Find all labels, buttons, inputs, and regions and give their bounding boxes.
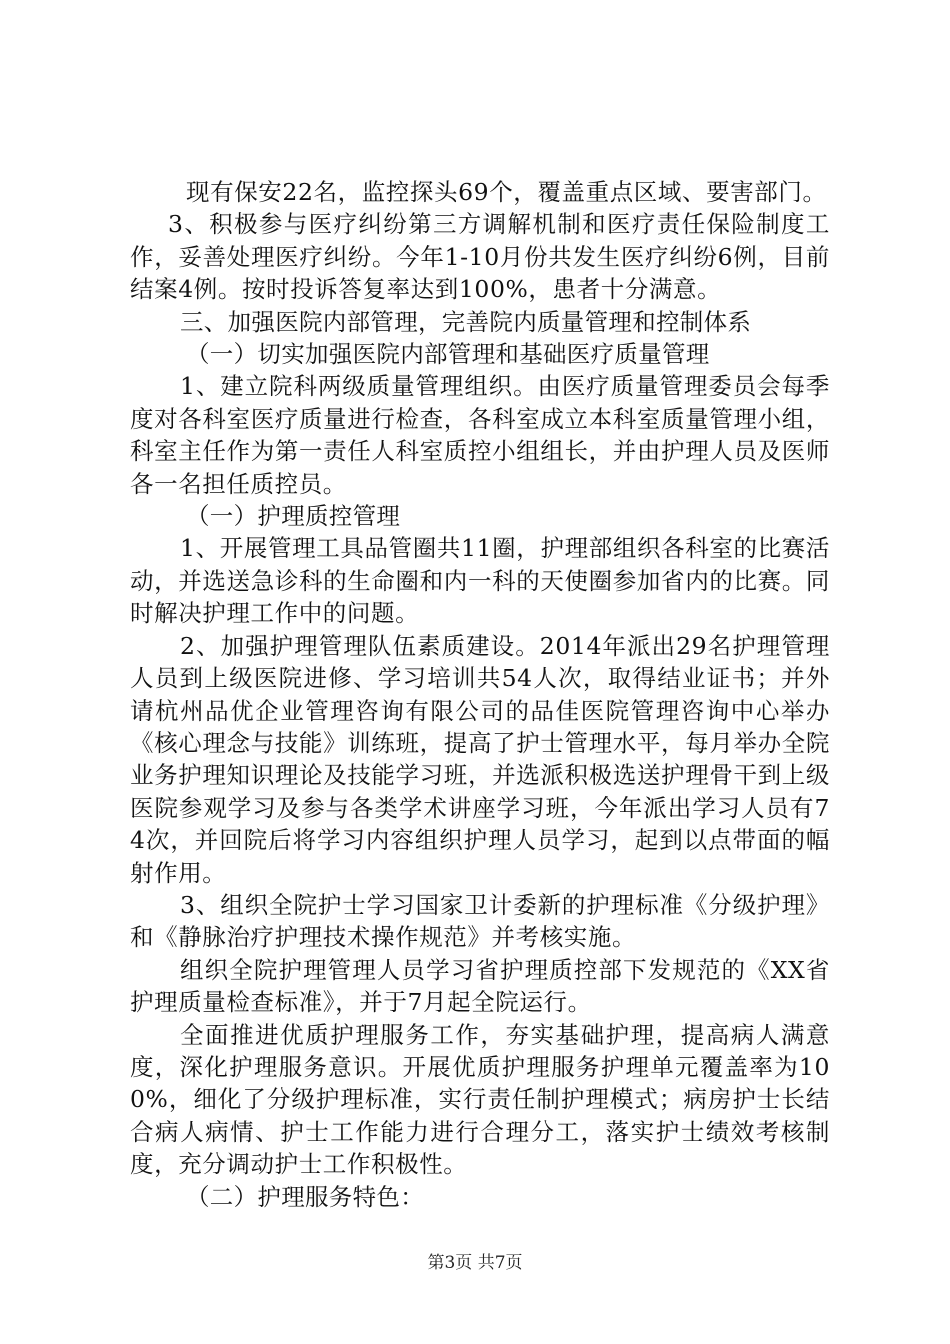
paragraph-security-staff: 现有保安22名，监控探头69个，覆盖重点区域、要害部门。	[186, 178, 827, 206]
paragraph-team-building: 2、加强护理管理队伍素质建设。2014年派出29名护理管理人员到上级医院进修、学习培训共54人次，取得结业证书；并外请杭州品优企业管理咨询有限公司的品佳医院管理咨询中心举办《核心理念与技能》训练班，提高了护士管理水平，每月举办全院业务护理知识理论及技能学习班，并选派积极选送护理骨干到上级医院参观学习及参与各类学术讲座学习班，今年派出学习人员有74次，并回院后将学习内容组织护理人员学习，起到以点带面的幅射作用。	[130, 631, 830, 887]
paragraph-quality-organization: 1、建立院科两级质量管理组织。由医疗质量管理委员会每季度对各科室医疗质量进行检查，各科室成立本科室质量管理小组，科室主任作为第一责任人科室质控小组组长，并由护理人员及医师各一名担任质控员。	[130, 372, 830, 498]
document-body	[130, 176, 830, 1213]
subsection-heading-quality-management: （一）切实加强医院内部管理和基础医疗质量管理	[186, 340, 710, 369]
paragraph-nursing-standards: 3、组织全院护士学习国家卫计委新的护理标准《分级护理》和《静脉治疗护理技术操作规范》并考核实施。	[130, 890, 830, 952]
paragraph-quality-service: 全面推进优质护理服务工作，夯实基础护理，提高病人满意度，深化护理服务意识。开展优质护理服务护理单元覆盖率为100%，细化了分级护理标准，实行责任制护理模式；病房护士长结合病人病情、护士工作能力进行合理分工，落实护士绩效考核制度，充分调动护士工作积极性。	[130, 1020, 830, 1179]
subsection-heading-nursing-quality: （一）护理质控管理	[186, 502, 401, 531]
page-number-footer: 第3页 共7页	[427, 1253, 523, 1273]
section-heading-internal-management: 三、加强医院内部管理，完善院内质量管理和控制体系	[180, 307, 752, 336]
paragraph-dispute-mediation: 3、积极参与医疗纠纷第三方调解机制和医疗责任保险制度工作，妥善处理医疗纠纷。今年1-10月份共发生医疗纠纷6例，目前结案4例。按时投诉答复率达到100%，患者十分满意。	[130, 210, 830, 304]
paragraph-quality-inspection: 组织全院护理管理人员学习省护理质控部下发规范的《XX省护理质量检查标准》，并于7月起全院运行。	[130, 955, 830, 1017]
paragraph-quality-circles: 1、开展管理工具品管圈共11圈，护理部组织各科室的比赛活动，并选送急诊科的生命圈和内一科的天使圈参加省内的比赛。同时解决护理工作中的问题。	[130, 534, 830, 628]
subsection-heading-service-features: （二）护理服务特色：	[186, 1182, 424, 1211]
